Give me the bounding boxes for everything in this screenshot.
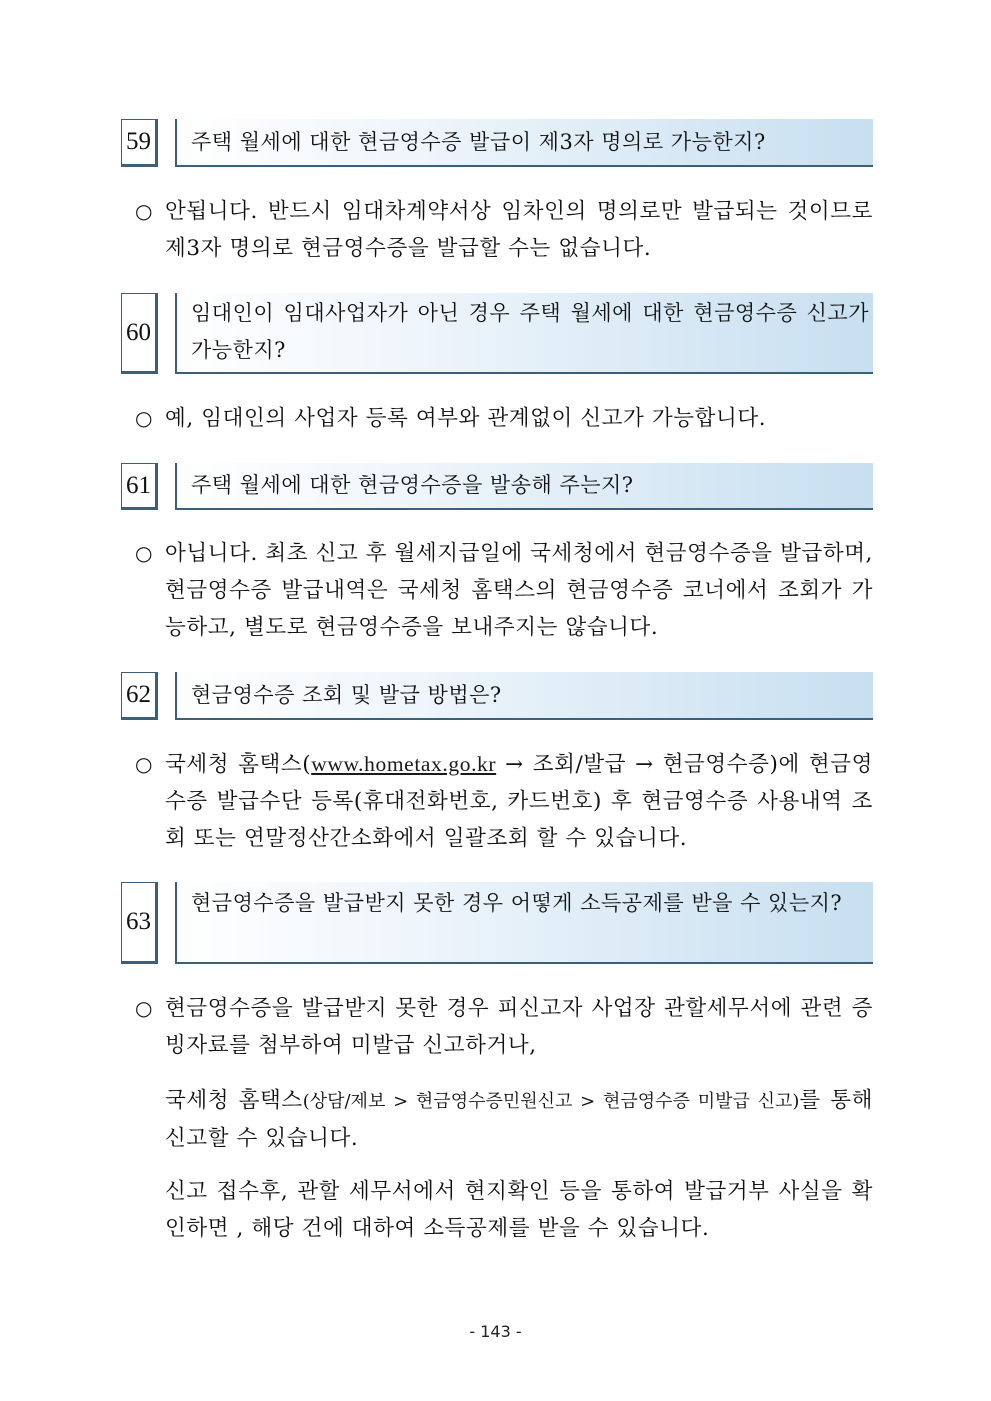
question-box xyxy=(175,672,873,720)
answer-60 xyxy=(135,400,873,437)
answer-text-pre: 국세청 홈택스( xyxy=(165,752,312,777)
bullet-icon: ○ xyxy=(135,541,154,565)
answer-63-paragraph-2 xyxy=(165,1082,873,1157)
bullet-icon: ○ xyxy=(135,199,154,223)
bullet-icon: ○ xyxy=(135,996,154,1020)
answer-59 xyxy=(135,193,873,267)
question-box xyxy=(175,119,873,167)
question-text: 임대인이 임대사업자가 아닌 경우 주택 월세에 대한 현금영수증 신고가 가능한지? xyxy=(191,301,869,362)
bullet-icon: ○ xyxy=(135,406,154,430)
answer-text xyxy=(165,746,873,857)
bullet-icon: ○ xyxy=(135,752,154,776)
answer-text: 현금영수증을 발급받지 못한 경우 피신고자 사업장 관할세무서에 관련 증빙자료를 첨부하여 미발급 신고하거나, xyxy=(165,996,873,1058)
question-number: 62 xyxy=(121,672,158,720)
answer-text-post: → 조회/발급 → 현금영수증)에 현금영수증 발급수단 등록(휴대전화번호, 카드번호) 후 현금영수증 사용내역 조회 또는 연말정산간소화에서 일괄조회 할 수 있습니다. xyxy=(165,752,873,851)
question-number: 60 xyxy=(121,293,158,374)
question-number: 59 xyxy=(121,119,158,167)
question-text: 주택 월세에 대한 현금영수증 발급이 제3자 명의로 가능한지? xyxy=(191,130,766,154)
para2-path: (상담/제보 > 현금영수증민원신고 > 현금영수증 미발급 신고) xyxy=(302,1091,800,1112)
question-number: 61 xyxy=(121,463,158,510)
answer-62 xyxy=(135,746,873,857)
answer-63-paragraph-3: 신고 접수후, 관할 세무서에서 현지확인 등을 통하여 발급거부 사실을 확인하면 , 해당 건에 대하여 소득공제를 받을 수 있습니다. xyxy=(165,1179,873,1241)
answer-61 xyxy=(135,535,873,646)
question-text: 주택 월세에 대한 현금영수증을 발송해 주는지? xyxy=(191,473,634,497)
page-number: - 143 - xyxy=(469,1322,522,1341)
question-box xyxy=(175,463,873,510)
para2-text-post: 를 통해 신고할 수 있습니다. xyxy=(165,1088,873,1151)
question-text: 현금영수증을 발급받지 못한 경우 어떻게 소득공제를 받을 수 있는지? xyxy=(191,891,843,915)
answer-63 xyxy=(135,990,873,1064)
answer-text: 아닙니다. 최초 신고 후 월세지급일에 국세청에서 현금영수증을 발급하며, 현금영수증 발급내역은 국세청 홈택스의 현금영수증 코너에서 조회가 가능하고, 별도로 현금영수증을 보내주지는 않습니다. xyxy=(165,541,873,640)
question-box xyxy=(175,293,873,374)
question-text: 현금영수증 조회 및 발급 방법은? xyxy=(191,683,502,707)
question-number: 63 xyxy=(121,882,158,964)
answer-text: 예, 임대인의 사업자 등록 여부와 관계없이 신고가 가능합니다. xyxy=(165,406,767,431)
answer-text: 안됩니다. 반드시 임대차계약서상 임차인의 명의로만 발급되는 것이므로 제3자 명의로 현금영수증을 발급할 수는 없습니다. xyxy=(165,199,873,261)
question-box xyxy=(175,882,873,964)
para2-text-pre: 국세청 홈택스 xyxy=(165,1088,303,1113)
hometax-link[interactable]: www.hometax.go.kr xyxy=(311,752,497,776)
